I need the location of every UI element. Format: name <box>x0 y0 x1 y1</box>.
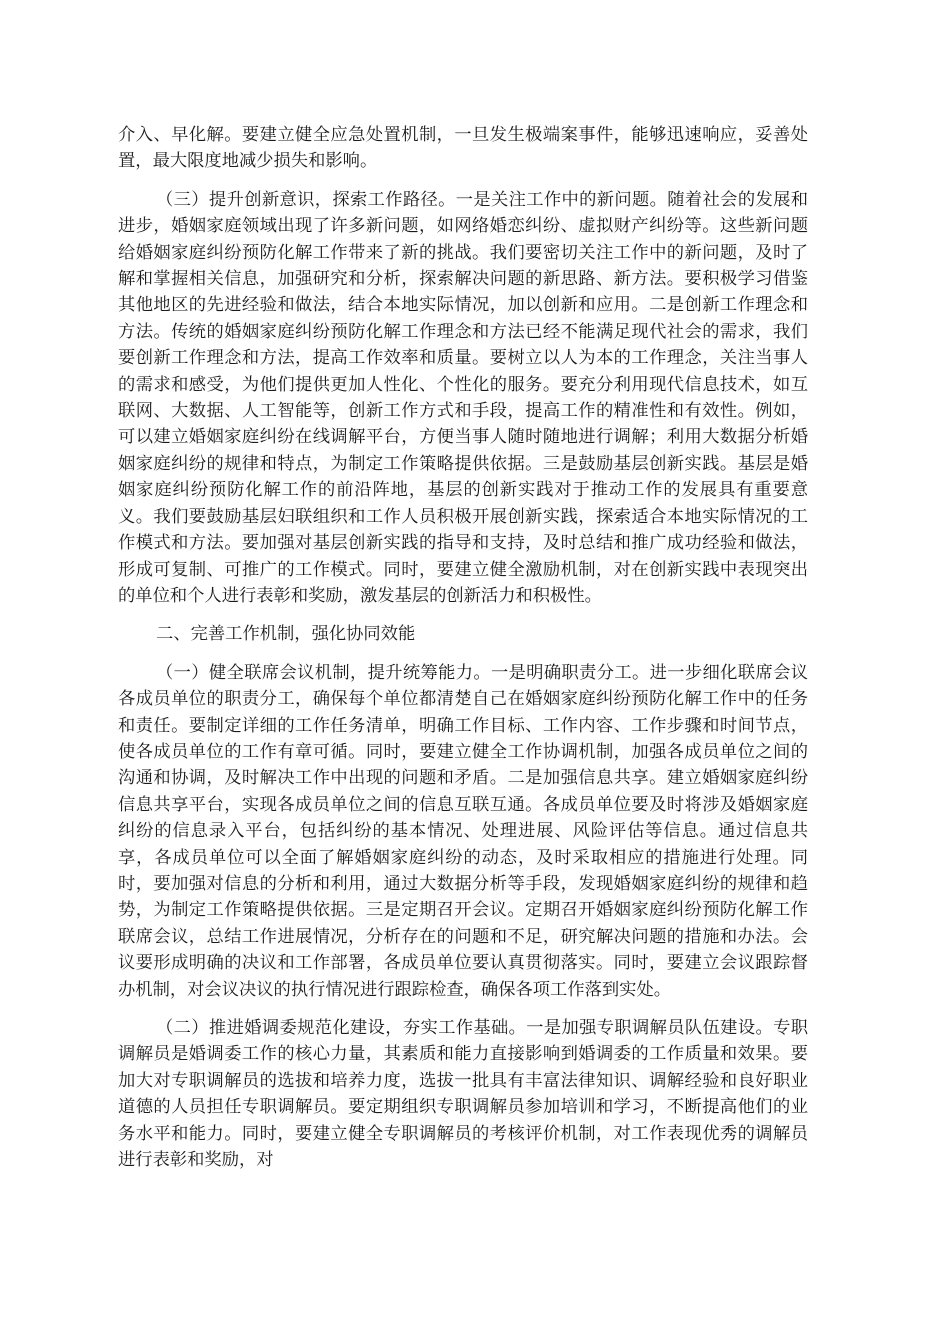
section-heading: 二、完善工作机制，强化协同效能 <box>156 624 416 645</box>
paragraph-innovation: （三）提升创新意识，探索工作路径。一是关注工作中的新问题。随着社会的发展和进步，婚姻家庭领域出现了许多新问题，如网络婚恋纠纷、虚拟财产纠纷等。这些新问题给婚姻家庭纠纷预防化解工作带来了新的挑战。我们要密切关注工作中的新问题，及时了解和掌握相关信息，加强研究和分析，探索解决问题的新思路、新方法。要积极学习借鉴其他地区的先进经验和做法，结合本地实际情况，加以创新和应用。二是创新工作理念和方法。传统的婚姻家庭纠纷预防化解工作理念和方法已经不能满足现代社会的需求，我们要创新工作理念和方法，提高工作效率和质量。要树立以人为本的工作理念，关注当事人的需求和感受，为他们提供更加人性化、个性化的服务。要充分利用现代信息技术，如互联网、大数据、人工智能等，创新工作方式和手段，提高工作的精准性和有效性。例如，可以建立婚姻家庭纠纷在线调解平台，方便当事人随时随地进行调解；利用大数据分析婚姻家庭纠纷的规律和特点，为制定工作策略提供依据。三是鼓励基层创新实践。基层是婚姻家庭纠纷预防化解工作的前沿阵地，基层的创新实践对于推动工作的发展具有重要意义。我们要鼓励基层妇联组织和工作人员积极开展创新实践，探索适合本地实际情况的工作模式和方法。要加强对基层创新实践的指导和支持，及时总结和推广成功经验和做法，形成可复制、可推广的工作模式。同时，要建立健全激励机制，对在创新实践中表现突出的单位和个人进行表彰和奖励，激发基层的创新活力和积极性。 <box>118 189 808 606</box>
paragraph-mediation-committee: （二）推进婚调委规范化建设，夯实工作基础。一是加强专职调解员队伍建设。专职调解员是婚调委工作的核心力量，其素质和能力直接影响到婚调委的工作质量和效果。要加大对专职调解员的选拔和培养力度，选拔一批具有丰富法律知识、调解经验和良好职业道德的人员担任专职调解员。要定期组织专职调解员参加培训和学习，不断提高他们的业务水平和能力。同时，要建立健全专职调解员的考核评价机制，对工作表现优秀的调解员进行表彰和奖励，对 <box>118 1018 808 1171</box>
paragraph-joint-meeting: （一）健全联席会议机制，提升统筹能力。一是明确职责分工。进一步细化联席会议各成员单位的职责分工，确保每个单位都清楚自己在婚姻家庭纠纷预防化解工作中的任务和责任。要制定详细的工作任务清单，明确工作目标、工作内容、工作步骤和时间节点，使各成员单位的工作有章可循。同时，要建立健全工作协调机制，加强各成员单位之间的沟通和协调，及时解决工作中出现的问题和矛盾。二是加强信息共享。建立婚姻家庭纠纷信息共享平台，实现各成员单位之间的信息互联互通。各成员单位要及时将涉及婚姻家庭纠纷的信息录入平台，包括纠纷的基本情况、处理进展、风险评估等信息。通过信息共享，各成员单位可以全面了解婚姻家庭纠纷的动态，及时采取相应的措施进行处理。同时，要加强对信息的分析和利用，通过大数据分析等手段，发现婚姻家庭纠纷的规律和趋势，为制定工作策略提供依据。三是定期召开会议。定期召开婚姻家庭纠纷预防化解工作联席会议，总结工作进展情况，分析存在的问题和不足，研究解决问题的措施和办法。会议要形成明确的决议和工作部署，各成员单位要认真贯彻落实。同时，要建立会议跟踪督办机制，对会议决议的执行情况进行跟踪检查，确保各项工作落到实处。 <box>118 662 808 1000</box>
document-page <box>118 122 808 1185</box>
paragraph-continuation: 介入、早化解。要建立健全应急处置机制，一旦发生极端案事件，能够迅速响应，妥善处置，最大限度地减少损失和影响。 <box>118 125 808 172</box>
